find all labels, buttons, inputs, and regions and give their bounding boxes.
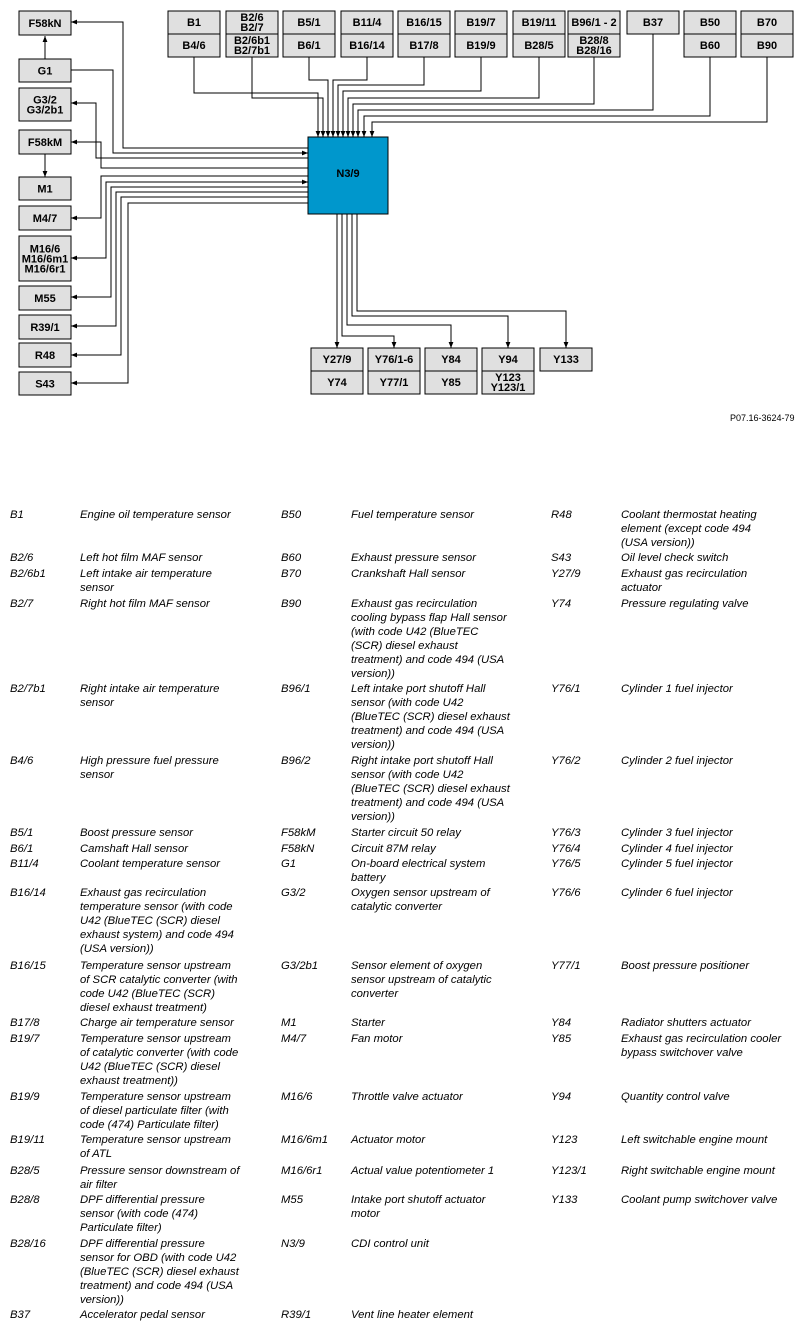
- legend-description-line: sensor: [80, 697, 114, 709]
- legend-description-line: treatment) and code 494 (USA: [80, 1280, 234, 1292]
- component-box-s43-label: S43: [35, 378, 55, 391]
- legend-code: Y94: [551, 1091, 572, 1103]
- legend-description-line: treatment) and code 494 (USA: [351, 797, 505, 809]
- legend-description-line: DPF differential pressure: [80, 1194, 205, 1206]
- legend-description-line: exhaust treatment)): [80, 1075, 178, 1087]
- legend-description-line: code U42 (BlueTEC (SCR): [80, 988, 215, 1000]
- legend-code: B16/15: [10, 960, 46, 972]
- legend-description-line: version)): [351, 739, 395, 751]
- component-box-b50-bottom-label: B60: [699, 40, 721, 52]
- legend-description: [80, 1308, 205, 1322]
- legend-code: B28/8: [10, 1194, 40, 1206]
- legend-description: [80, 682, 219, 710]
- legend-description-line: Cylinder 6 fuel injector: [621, 887, 733, 899]
- legend-description: [80, 959, 238, 1015]
- wire-top-1: [252, 57, 323, 137]
- legend-description-line: bypass switchover valve: [621, 1047, 743, 1059]
- legend-code: B90: [281, 598, 302, 610]
- legend-description-line: Sensor element of oxygen: [351, 960, 483, 972]
- legend-code: Y85: [551, 1033, 572, 1045]
- legend-description-line: (BlueTEC (SCR) diesel exhaust: [80, 1266, 239, 1278]
- legend-code: Y27/9: [551, 568, 581, 580]
- legend-description-line: Temperature sensor upstream: [80, 1134, 231, 1146]
- legend-code: Y76/5: [551, 858, 581, 870]
- legend-description-line: Right intake air temperature: [80, 683, 220, 695]
- legend-description-line: sensor: [80, 582, 114, 594]
- component-box-b70-top-label: B70: [756, 17, 778, 29]
- component-box-y76-1-6-top-label: Y76/1-6: [374, 354, 414, 366]
- legend-code: G3/2: [281, 887, 306, 899]
- wire-top-10: [372, 57, 767, 137]
- component-box-b96-1-2-bottom-label: B28/16: [576, 45, 612, 57]
- legend-description-line: Accelerator pedal sensor: [80, 1309, 205, 1321]
- legend-description-line: motor: [351, 1208, 380, 1220]
- legend-code: B96/2: [281, 755, 311, 767]
- component-box-b1-top-label: B1: [186, 17, 202, 29]
- legend-description: [621, 959, 749, 973]
- legend-description: [621, 508, 757, 550]
- legend-description: [351, 1237, 429, 1251]
- legend-description-line: U42 (BlueTEC (SCR) diesel: [80, 1061, 220, 1073]
- legend-description: [351, 1308, 473, 1322]
- legend-description-line: (SCR) diesel exhaust: [351, 640, 458, 652]
- legend-code: Y77/1: [551, 960, 581, 972]
- legend-description-line: Crankshaft Hall sensor: [351, 568, 466, 580]
- legend-description: [621, 857, 733, 871]
- legend-description-line: Left hot film MAF sensor: [80, 552, 203, 564]
- legend-description: [351, 754, 510, 824]
- component-box-y94-top-label: Y94: [498, 354, 518, 366]
- legend-description: [351, 886, 490, 914]
- legend-description: [80, 1016, 234, 1030]
- component-box-g3-2-label: G3/2: [33, 94, 57, 107]
- component-box-m55-label: M55: [34, 293, 56, 305]
- legend-description-line: Coolant pump switchover valve: [621, 1194, 778, 1206]
- component-box-m16-6-label: M16/6m1: [21, 253, 69, 266]
- legend-description: [621, 754, 733, 768]
- component-box-y27-9-top-label: Y27/9: [322, 354, 352, 366]
- legend-description: [80, 857, 220, 871]
- legend-description-line: diesel exhaust treatment): [80, 1002, 207, 1014]
- component-box-m16-6-label: M16/6: [29, 243, 61, 256]
- legend-description: [621, 826, 733, 840]
- legend-description-line: High pressure fuel pressure: [80, 755, 219, 767]
- legend-description-line: of ATL: [80, 1148, 113, 1160]
- component-box-m16-6-label: M16/6r1: [24, 263, 66, 276]
- wire-top-6: [348, 57, 539, 137]
- legend-description: [621, 1164, 775, 1178]
- legend-description: [621, 1090, 730, 1104]
- component-box-y94-bottom-label: Y123: [495, 372, 521, 384]
- legend-description-line: version)): [351, 811, 395, 823]
- legend-description: [351, 1133, 425, 1147]
- legend-description-line: catalytic converter: [351, 901, 443, 913]
- legend-description-line: Exhaust pressure sensor: [351, 552, 476, 564]
- component-box-b5-1-top-label: B5/1: [297, 17, 321, 29]
- legend-description-line: Right switchable engine mount: [621, 1165, 775, 1177]
- legend-description: [351, 1164, 494, 1178]
- legend-code: Y76/6: [551, 887, 581, 899]
- legend-description-line: sensor for OBD (with code U42: [80, 1252, 237, 1264]
- legend-code: M16/6m1: [281, 1134, 329, 1146]
- component-box-b11-4-top-label: B11/4: [352, 17, 382, 29]
- legend-description-line: Quantity control valve: [621, 1091, 730, 1103]
- legend-description-line: Intake port shutoff actuator: [351, 1194, 486, 1206]
- component-box-m4-7-label: M4/7: [32, 213, 58, 225]
- component-box-f58km-label: F58kM: [27, 137, 63, 149]
- component-box-y84-bottom-label: Y85: [441, 377, 461, 389]
- legend-code: B19/7: [10, 1033, 40, 1045]
- legend-description: [621, 1133, 767, 1147]
- wire-cu-f58km: [71, 142, 308, 168]
- legend-description-line: Pressure sensor downstream of: [80, 1165, 240, 1177]
- legend-description-line: Exhaust gas recirculation cooler: [621, 1033, 782, 1045]
- component-box-r39-1-label: R39/1: [30, 322, 60, 334]
- component-box-b2-6-bottom-label: B2/6b1: [233, 35, 271, 47]
- component-box-y27-9-bottom-label: Y74: [327, 377, 347, 389]
- legend-description-line: Left intake port shutoff Hall: [351, 683, 486, 695]
- component-box-b37-label: B37: [642, 17, 664, 29]
- legend-description-line: sensor (with code (474): [80, 1208, 199, 1220]
- component-box-y133-label: Y133: [553, 354, 579, 366]
- legend-description-line: Coolant thermostat heating: [621, 509, 757, 521]
- legend-description-line: converter: [351, 988, 399, 1000]
- component-box-b96-1-2-bottom-label: B28/8: [579, 35, 609, 47]
- legend-description-line: Exhaust gas recirculation: [621, 568, 748, 580]
- legend-code: B2/7: [10, 598, 34, 610]
- legend-description-line: CDI control unit: [351, 1238, 429, 1250]
- legend-description: [351, 597, 507, 681]
- legend-code: M55: [281, 1194, 303, 1206]
- legend-description-line: Pressure regulating valve: [621, 598, 749, 610]
- legend-code: B4/6: [10, 755, 34, 767]
- legend-description-line: Engine oil temperature sensor: [80, 509, 231, 521]
- legend-description: [621, 1193, 777, 1207]
- legend-code: Y74: [551, 598, 572, 610]
- legend-description-line: Camshaft Hall sensor: [80, 843, 188, 855]
- component-box-b50-top-label: B50: [699, 17, 721, 29]
- legend-description: [80, 886, 234, 956]
- legend-code: B17/8: [10, 1017, 40, 1029]
- legend-code: Y133: [551, 1194, 578, 1206]
- wire-g1-cu: [71, 70, 308, 153]
- legend-description: [621, 842, 733, 856]
- legend-description-line: Starter: [351, 1017, 385, 1029]
- legend-description-line: (BlueTEC (SCR) diesel exhaust: [351, 711, 510, 723]
- legend-description-line: (with code U42 (BlueTEC: [351, 626, 479, 638]
- legend-description-line: battery: [351, 872, 386, 884]
- legend-description-line: actuator: [621, 582, 662, 594]
- legend-description: [351, 1016, 385, 1030]
- legend-description-line: Actual value potentiometer 1: [351, 1165, 495, 1177]
- wire-cu-y133: [357, 214, 566, 348]
- legend-description-line: Boost pressure positioner: [621, 960, 750, 972]
- legend-code: B96/1: [281, 683, 311, 695]
- legend-description-line: Temperature sensor upstream: [80, 960, 231, 972]
- legend-description-line: Temperature sensor upstream: [80, 1091, 231, 1103]
- legend-code: B16/14: [10, 887, 46, 899]
- legend-description-line: Left switchable engine mount: [621, 1134, 768, 1146]
- legend-code: Y76/1: [551, 683, 581, 695]
- wire-cu-r48: [71, 197, 308, 355]
- legend-description-line: Right hot film MAF sensor: [80, 598, 210, 610]
- component-box-b2-6-top-label: B2/6: [240, 12, 264, 24]
- component-box-b19-7-bottom-label: B19/9: [466, 40, 496, 52]
- legend-description-line: Particulate filter): [80, 1222, 162, 1234]
- legend-description-line: Coolant temperature sensor: [80, 858, 221, 870]
- legend-description-line: sensor (with code U42: [351, 769, 464, 781]
- legend-code: B70: [281, 568, 302, 580]
- legend-description-line: Boost pressure sensor: [80, 827, 194, 839]
- component-box-m1-label: M1: [37, 183, 53, 196]
- legend-description: [351, 508, 474, 522]
- component-box-y84-top-label: Y84: [441, 354, 461, 366]
- legend-description-line: (BlueTEC (SCR) diesel exhaust: [351, 783, 510, 795]
- legend-description: [351, 551, 476, 565]
- legend-code: B28/5: [10, 1165, 40, 1177]
- legend-description-line: Charge air temperature sensor: [80, 1017, 234, 1029]
- legend-description-line: sensor (with code U42: [351, 697, 464, 709]
- legend-description-line: treatment) and code 494 (USA: [351, 654, 505, 666]
- legend-description: [80, 1237, 239, 1307]
- legend-description: [351, 959, 492, 1001]
- legend-description-line: Oil level check switch: [621, 552, 729, 564]
- legend-description: [351, 857, 485, 885]
- legend-description: [80, 1193, 205, 1235]
- legend-description-line: Cylinder 4 fuel injector: [621, 843, 733, 855]
- legend-code: B2/6b1: [10, 568, 46, 580]
- legend-description-line: air filter: [80, 1179, 118, 1191]
- legend-code: B6/1: [10, 843, 34, 855]
- legend-code: Y84: [551, 1017, 572, 1029]
- component-box-b19-11-bottom-label: B28/5: [524, 40, 554, 52]
- legend-description-line: Starter circuit 50 relay: [351, 827, 461, 839]
- legend-description: [80, 567, 212, 595]
- legend-description-line: Actuator motor: [351, 1134, 426, 1146]
- legend-description: [621, 1032, 781, 1060]
- legend-description-line: Temperature sensor upstream: [80, 1033, 231, 1045]
- legend-description-line: temperature sensor (with code: [80, 901, 233, 913]
- legend-description-line: U42 (BlueTEC (SCR) diesel: [80, 915, 220, 927]
- legend-code: B1: [10, 509, 24, 521]
- component-box-b1-bottom-label: B4/6: [182, 40, 206, 52]
- legend-description-line: of catalytic converter (with code: [80, 1047, 239, 1059]
- legend-description-line: version)): [80, 1294, 124, 1306]
- legend-code: G3/2b1: [281, 960, 319, 972]
- legend-description-line: element (except code 494: [621, 523, 751, 535]
- legend-description-line: Cylinder 2 fuel injector: [621, 755, 733, 767]
- legend-description: [351, 567, 465, 581]
- wire-top-0: [194, 57, 318, 137]
- legend-description-line: Right intake port shutoff Hall: [351, 755, 493, 767]
- component-box-b5-1-bottom-label: B6/1: [297, 40, 321, 52]
- legend-description: [621, 886, 733, 900]
- legend-description-line: treatment) and code 494 (USA: [351, 725, 505, 737]
- component-box-r48-label: R48: [34, 350, 56, 362]
- legend-description: [351, 1193, 485, 1221]
- wire-cu-y76: [342, 214, 394, 348]
- legend-code: M16/6: [281, 1091, 313, 1103]
- legend-code: B19/11: [10, 1134, 45, 1146]
- legend-description-line: of diesel particulate filter (with: [80, 1105, 229, 1117]
- control-unit-label: N3/9: [336, 168, 360, 180]
- legend-description: [80, 1164, 239, 1192]
- legend-code: R39/1: [281, 1309, 312, 1321]
- wire-s43-cu: [71, 203, 308, 383]
- component-box-b19-7-top-label: B19/7: [466, 17, 496, 29]
- component-box-b16-15-bottom-label: B17/8: [409, 40, 439, 52]
- wire-cu-g32: [71, 103, 308, 158]
- component-box-g3-2-label: G3/2b1: [26, 104, 64, 117]
- component-box-b2-6-top-label: B2/7: [240, 22, 264, 34]
- wire-top-9: [364, 57, 710, 137]
- legend-description-line: Cylinder 3 fuel injector: [621, 827, 733, 839]
- legend-description: [351, 1032, 402, 1046]
- legend-description: [621, 1016, 751, 1030]
- legend-description: [80, 1032, 238, 1088]
- legend-description-line: DPF differential pressure: [80, 1238, 205, 1250]
- legend-code: B5/1: [10, 827, 34, 839]
- legend-description: [351, 1090, 463, 1104]
- legend-code: F58kN: [281, 843, 315, 855]
- legend-code: B28/16: [10, 1238, 46, 1250]
- legend-description-line: Exhaust gas recirculation: [351, 598, 478, 610]
- legend-description-line: cooling bypass flap Hall sensor: [351, 612, 507, 624]
- legend-description-line: sensor upstream of catalytic: [351, 974, 492, 986]
- wiring-diagram: [0, 0, 810, 400]
- component-box-f58kn-label: F58kN: [28, 18, 62, 30]
- legend-code: B50: [281, 509, 302, 521]
- wire-cu-m166: [71, 182, 308, 258]
- legend-code: Y123: [551, 1134, 578, 1146]
- legend-description-line: Circuit 87M relay: [351, 843, 436, 855]
- legend-description-line: of SCR catalytic converter (with: [80, 974, 238, 986]
- wire-cu-r391: [71, 192, 308, 326]
- legend-description-line: (USA version)): [80, 943, 154, 955]
- component-box-g1-label: G1: [37, 65, 53, 78]
- component-box-b19-11-top-label: B19/11: [521, 17, 557, 29]
- legend-description: [351, 842, 436, 856]
- legend-code: B11/4: [10, 858, 39, 870]
- component-box-b11-4-bottom-label: B16/14: [349, 40, 385, 52]
- legend-description-line: On-board electrical system: [351, 858, 486, 870]
- legend-description: [80, 842, 188, 856]
- legend-description: [621, 682, 733, 696]
- component-box-b70-bottom-label: B90: [756, 40, 778, 52]
- wire-top-7: [353, 57, 594, 137]
- legend-description: [621, 567, 747, 595]
- legend-description: [80, 1090, 231, 1132]
- legend-code: Y76/3: [551, 827, 581, 839]
- legend-description-line: Cylinder 5 fuel injector: [621, 858, 733, 870]
- legend-description-line: sensor: [80, 769, 114, 781]
- legend-description-line: exhaust system) and code 494: [80, 929, 234, 941]
- component-box-b2-6-bottom-label: B2/7b1: [233, 45, 271, 57]
- legend-description: [621, 597, 748, 611]
- legend-description-line: Left intake air temperature: [80, 568, 212, 580]
- legend-description: [80, 508, 231, 522]
- legend-code: Y76/4: [551, 843, 581, 855]
- legend-description: [621, 551, 728, 565]
- legend-code: S43: [551, 552, 572, 564]
- connection-wires: [45, 22, 767, 383]
- wire-top-4: [338, 57, 424, 137]
- legend-description-line: version)): [351, 668, 395, 680]
- legend-description: [80, 597, 210, 611]
- legend-description-line: Radiator shutters actuator: [621, 1017, 751, 1029]
- component-box-y76-1-6-bottom-label: Y77/1: [379, 377, 409, 389]
- legend-description-line: Vent line heater element: [351, 1309, 474, 1321]
- legend-description: [80, 826, 193, 840]
- wire-cu-y84: [347, 214, 451, 348]
- legend-code: M4/7: [281, 1033, 307, 1045]
- legend-code: B60: [281, 552, 302, 564]
- legend-description-line: Cylinder 1 fuel injector: [621, 683, 733, 695]
- wire-cu-y94: [352, 214, 508, 348]
- figure-id: P07.16-3624-79: [730, 413, 795, 423]
- legend-description-line: code (474) Particulate filter): [80, 1119, 219, 1131]
- legend-code: B2/7b1: [10, 683, 46, 695]
- legend-code: R48: [551, 509, 572, 521]
- legend-description-line: Fuel temperature sensor: [351, 509, 475, 521]
- legend-code: Y76/2: [551, 755, 581, 767]
- legend-description-line: Throttle valve actuator: [351, 1091, 463, 1103]
- legend-description-line: Fan motor: [351, 1033, 403, 1045]
- legend-code: B37: [10, 1309, 31, 1321]
- legend-description: [80, 754, 219, 782]
- legend-code: M16/6r1: [281, 1165, 323, 1177]
- legend-code: M1: [281, 1017, 297, 1029]
- legend-description: [351, 682, 510, 752]
- legend-description: [351, 826, 461, 840]
- legend-code: Y123/1: [551, 1165, 587, 1177]
- legend-code: F58kM: [281, 827, 316, 839]
- legend-description: [80, 1133, 231, 1161]
- legend-description-line: (USA version)): [621, 537, 695, 549]
- legend-description-line: Oxygen sensor upstream of: [351, 887, 490, 899]
- legend-code: N3/9: [281, 1238, 305, 1250]
- component-box-b16-15-top-label: B16/15: [406, 17, 442, 29]
- legend-code: B2/6: [10, 552, 34, 564]
- legend-description-line: Exhaust gas recirculation: [80, 887, 207, 899]
- component-box-y94-bottom-label: Y123/1: [490, 382, 526, 394]
- component-box-b96-1-2-top-label: B96/1 - 2: [571, 17, 617, 29]
- legend-description: [80, 551, 202, 565]
- legend-code: B19/9: [10, 1091, 40, 1103]
- legend-code: G1: [281, 858, 297, 870]
